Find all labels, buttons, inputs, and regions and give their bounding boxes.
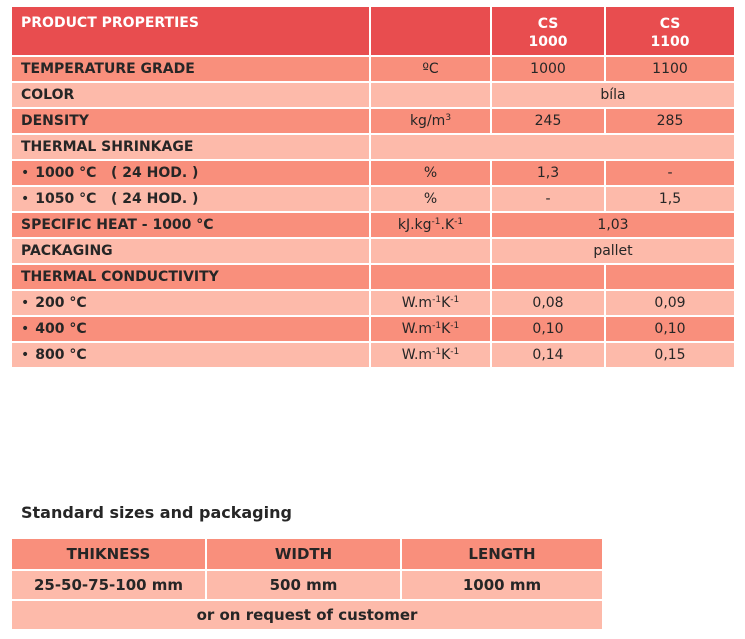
- row-value-cs1100: 1,5: [605, 186, 735, 212]
- row-empty: [491, 264, 605, 290]
- row-label: TEMPERATURE GRADE: [11, 56, 370, 82]
- row-empty: [370, 134, 735, 160]
- row-value-cs1100: 0,15: [605, 342, 735, 368]
- sizes-header-width: WIDTH: [206, 538, 401, 570]
- sizes-header-length: LENGTH: [401, 538, 603, 570]
- sizes-thickness-value: 25-50-75-100 mm: [11, 570, 206, 600]
- sizes-width-value: 500 mm: [206, 570, 401, 600]
- row-value-cs1000: 0,14: [491, 342, 605, 368]
- row-value-cs1000: 1000: [491, 56, 605, 82]
- table-row: [11, 186, 735, 212]
- bullet-icon: •: [21, 165, 30, 181]
- row-value-cs1000: 0,08: [491, 290, 605, 316]
- row-value-merged: bíla: [491, 82, 735, 108]
- table-row: [11, 316, 735, 342]
- bullet-icon: •: [21, 321, 30, 337]
- row-unit: $W.m^{-1}K^{-1}$: [370, 342, 491, 368]
- sizes-length-value: 1000 mm: [401, 570, 603, 600]
- row-label: SPECIFIC HEAT - 1000 °C: [11, 212, 370, 238]
- row-label: • 200 °C: [11, 290, 370, 316]
- sizes-note-row: [11, 600, 603, 630]
- row-unit: [370, 238, 491, 264]
- product-properties-table: [10, 5, 736, 369]
- sizes-header-row: [11, 538, 603, 570]
- sizes-header-thickness: THIKNESS: [11, 538, 206, 570]
- bullet-icon: •: [21, 295, 30, 311]
- table-row: [11, 82, 735, 108]
- row-label: THERMAL SHRINKAGE: [11, 134, 370, 160]
- table-row: [11, 238, 735, 264]
- row-empty: [605, 264, 735, 290]
- row-value-cs1100: 0,09: [605, 290, 735, 316]
- row-unit: %: [370, 186, 491, 212]
- row-unit: $W.m^{-1}K^{-1}$: [370, 316, 491, 342]
- row-empty: [370, 264, 491, 290]
- bullet-icon: •: [21, 191, 30, 207]
- row-label: • 1050 °C ( 24 HOD. ): [11, 186, 370, 212]
- header-cs1000: CS 1000: [491, 6, 605, 56]
- header-cs1100: CS 1100: [605, 6, 735, 56]
- row-value-cs1000: 245: [491, 108, 605, 134]
- table-row: [11, 160, 735, 186]
- row-unit: ºC: [370, 56, 491, 82]
- row-label: • 800 °C: [11, 342, 370, 368]
- row-label: PACKAGING: [11, 238, 370, 264]
- table-row: [11, 264, 735, 290]
- row-unit: [370, 82, 491, 108]
- row-value-cs1000: -: [491, 186, 605, 212]
- sizes-row: [11, 570, 603, 600]
- row-value-cs1100: 285: [605, 108, 735, 134]
- row-value-merged: 1,03: [491, 212, 735, 238]
- sizes-title: Standard sizes and packaging: [21, 503, 292, 522]
- row-label: • 1000 °C ( 24 HOD. ): [11, 160, 370, 186]
- table-row: [11, 212, 735, 238]
- row-unit: $kg/m^3$: [370, 108, 491, 134]
- row-value-cs1100: 1100: [605, 56, 735, 82]
- header-label: PRODUCT PROPERTIES: [11, 6, 370, 56]
- bullet-icon: •: [21, 347, 30, 363]
- table-row: [11, 56, 735, 82]
- row-value-cs1000: 0,10: [491, 316, 605, 342]
- row-unit: $kJ.kg^{-1}.K^{-1}$: [370, 212, 491, 238]
- row-value-cs1000: 1,3: [491, 160, 605, 186]
- row-label: • 400 °C: [11, 316, 370, 342]
- table-row: [11, 290, 735, 316]
- sizes-note: or on request of customer: [11, 600, 603, 630]
- table-row: [11, 134, 735, 160]
- row-label: COLOR: [11, 82, 370, 108]
- row-value-cs1100: 0,10: [605, 316, 735, 342]
- table-row: [11, 342, 735, 368]
- row-label: DENSITY: [11, 108, 370, 134]
- table-header-row: [11, 6, 735, 56]
- table-row: [11, 108, 735, 134]
- row-unit: %: [370, 160, 491, 186]
- header-unit: [370, 6, 491, 56]
- row-label: THERMAL CONDUCTIVITY: [11, 264, 370, 290]
- sizes-table: [10, 537, 604, 631]
- row-value-cs1100: -: [605, 160, 735, 186]
- row-unit: $W.m^{-1}K^{-1}$: [370, 290, 491, 316]
- row-value-merged: pallet: [491, 238, 735, 264]
